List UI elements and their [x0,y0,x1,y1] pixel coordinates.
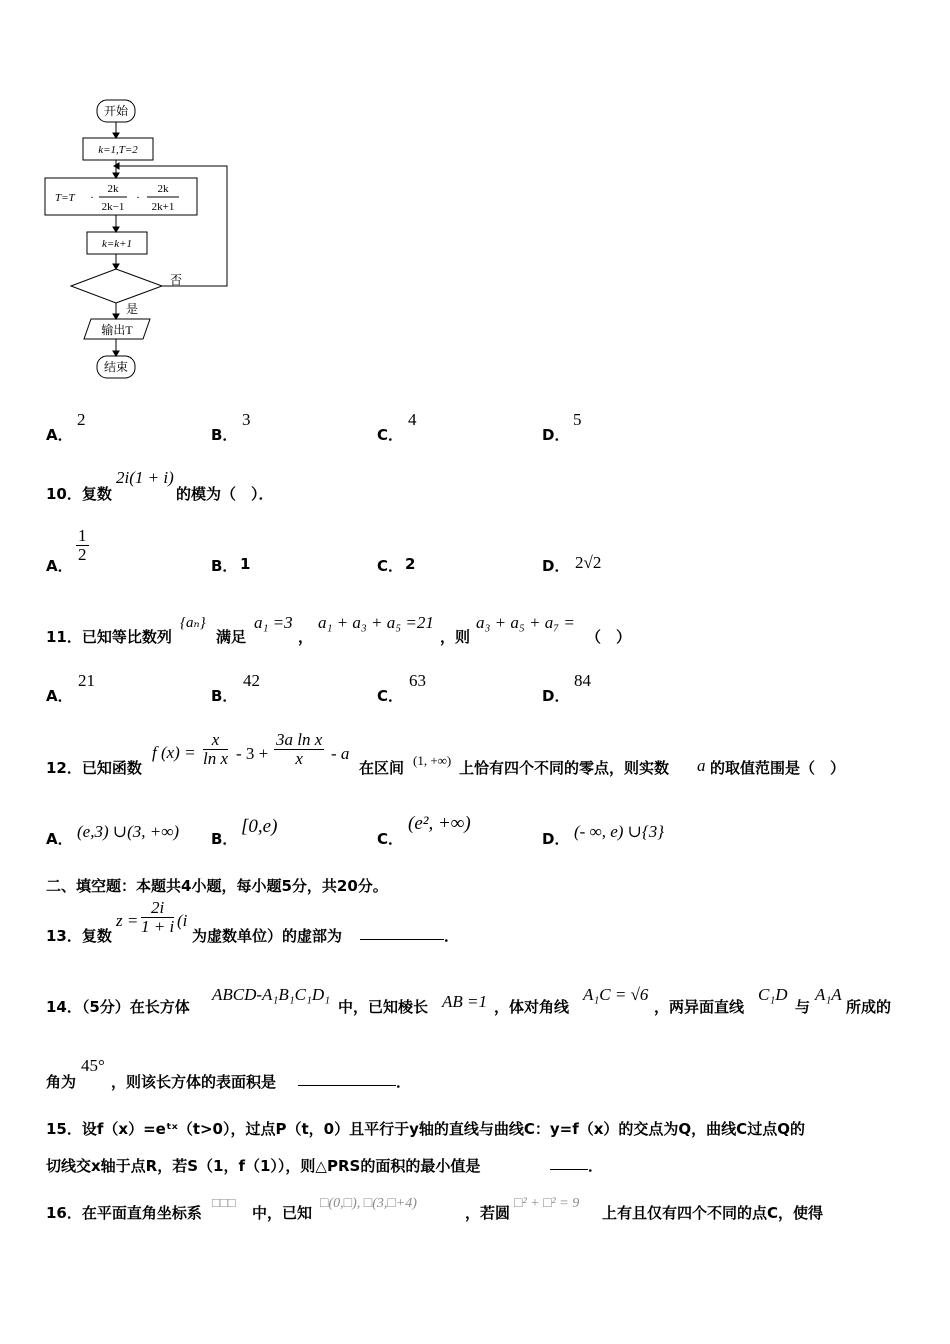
q10-suffix: 的模为（ ）． [176,485,274,503]
q16-t2: ，若圆 [465,1204,511,1222]
q14-t6: ，则该长方体的表面积是 [111,1073,277,1091]
q12-frac1 [203,731,228,768]
q14-line2: A₁A [815,985,842,1004]
q14-solid: ABCD-A₁B₁C₁D₁ [212,985,331,1004]
q11-option-a-value: 21 [78,671,95,690]
q11-comma: ， [298,628,314,646]
q14-diag: A₁C = √6 [583,985,649,1004]
q15-end: ． [588,1157,604,1175]
q12-option-c-label: C． [377,830,404,848]
q14-end: ． [396,1073,412,1091]
q10-prefix: 10．复数 [46,485,112,503]
q14-answer-blank[interactable] [298,1085,396,1086]
q13-text: 为虚数单位）的虚部为 [192,927,343,945]
q15-line1: 15．设f（x）=eᵗˣ（t>0），过点P（t，0）且平行于y轴的直线与曲线C：y=f（x）的交点为Q，曲线C过点Q的 [46,1120,805,1138]
q15-line2: 切线交x轴于点R，若S（1，f（1）），则△PRS的面积的最小值是 [46,1157,481,1175]
q13-z: z = [116,911,139,930]
end-label: 结束 [103,360,129,374]
update-lhs: T=T [55,192,75,204]
q12-frac2-den: x [295,749,303,768]
q11-option-a-label: A． [46,687,73,705]
q16-coord-sys: □□□ [212,1195,236,1210]
q10-option-c-label: C． [377,557,404,575]
q10-option-d-label: D． [542,557,570,575]
dot-1: · [90,190,94,204]
q14-t5: 所成的 [846,998,892,1016]
q14-t4: 与 [795,998,811,1016]
q10-option-d-value: 2√2 [575,553,602,572]
q13-paren: (i [177,911,188,930]
frac2-num: 2k [157,183,169,195]
no-label: 否 [170,273,183,287]
q12-option-c-value: (e², +∞) [408,813,471,834]
q10-option-a-fraction [76,527,89,564]
q11-option-c-label: C． [377,687,404,705]
q14-angle: 45° [81,1056,105,1075]
frac1-num: 2k [107,183,119,195]
q10-option-a-den: 2 [78,545,87,564]
q12-prefix: 12．已知函数 [46,759,142,777]
q9-option-b-label: B． [211,426,238,444]
q12-frac1-num: x [203,731,228,750]
frac1-den: 2k−1 [101,201,125,213]
decision-node [71,269,162,303]
frac2-den: 2k+1 [151,201,175,213]
q11-seq: {aₙ} [180,615,206,631]
q11-cond2: a₁ + a₃ + a₅ =21 [318,613,434,632]
q9-option-b-value: 3 [242,410,251,429]
q9-option-c-value: 4 [408,410,417,429]
q12-text1: 在区间 [359,759,405,777]
q9-option-a-value: 2 [77,410,86,429]
q13-fraction [141,899,174,936]
q14-ab: AB =1 [442,992,487,1011]
q12-option-b-label: B． [211,830,238,848]
q13-den: 1 + i [141,917,175,936]
q12-text2: 上恰有四个不同的零点，则实数 [459,759,670,777]
increment-label: k=k+1 [101,238,133,250]
q13-answer-blank[interactable] [360,939,444,940]
q12-var: a [697,756,706,775]
q16-t1: 中，已知 [252,1204,313,1222]
q11-option-b-label: B． [211,687,238,705]
q12-interval: (1, +∞) [413,753,452,768]
q11-target: a₃ + a₅ + a₇ = [476,613,575,632]
q16-points: □(0,□), □(3,□+4) [320,1196,417,1211]
q14-t1: 中，已知棱长 [338,998,429,1016]
q13-num: 2i [141,899,174,918]
q11-suffix: （ ） [586,628,632,646]
q14-line2-prefix: 角为 [46,1073,77,1091]
q10-expr: 2i(1 + i) [116,468,174,487]
q11-mid2: ，则 [440,628,471,646]
yes-label: 是 [126,302,139,316]
q12-option-a-label: A． [46,830,73,848]
q14-t2: ，体对角线 [494,998,570,1016]
q13-end: ． [444,927,460,945]
q11-option-b-value: 42 [243,671,260,690]
q14-prefix: 14．（5分）在长方体 [46,998,190,1016]
q11-option-c-value: 63 [409,671,426,690]
q12-frac2-num: 3a ln x [276,730,323,749]
q10-option-b-label: B． [211,557,238,575]
q9-option-a-label: A． [46,426,73,444]
q12-tail: - a [331,744,350,763]
q12-frac1-den: ln x [203,749,229,768]
output-label: 输出T [101,323,133,337]
q15-answer-blank[interactable] [550,1169,588,1170]
q12-fx: f (x) = [152,743,196,762]
q13-prefix: 13．复数 [46,927,112,945]
q9-option-d-label: D． [542,426,570,444]
q14-line1: C₁D [758,985,788,1004]
start-label: 开始 [103,104,129,118]
q9-option-d-value: 5 [573,410,582,429]
q12-frac2 [274,731,324,768]
q11-option-d-label: D． [542,687,570,705]
init-label: k=1,T=2 [98,144,138,156]
q12-mid: - 3 + [236,744,269,763]
q10-option-b-value: 1 [240,555,251,573]
q12-option-d-value: (- ∞, e) ∪{3} [574,822,664,841]
q16-circle: □² + □² = 9 [514,1196,580,1211]
q12-option-a-value: (e,3) ∪(3, +∞) [77,822,180,841]
flowchart [40,95,240,385]
q16-t3: 上有且仅有四个不同的点C，使得 [602,1204,824,1222]
q12-option-b-value: [0,e) [241,816,278,837]
q11-cond1: a₁ =3 [254,613,293,632]
q10-option-c-value: 2 [405,555,416,573]
q16-prefix: 16．在平面直角坐标系 [46,1204,202,1222]
q12-text3: 的取值范围是（ ） [710,759,846,777]
q11-option-d-value: 84 [574,671,591,690]
q11-prefix: 11．已知等比数列 [46,628,172,646]
q10-option-a-label: A． [46,557,73,575]
q14-t3: ，两异面直线 [654,998,745,1016]
section-2-heading: 二、填空题：本题共4小题，每小题5分，共20分。 [46,877,388,895]
q10-option-a-num: 1 [78,526,87,545]
dot-2: · [136,190,140,204]
q11-mid1: 满足 [216,628,247,646]
q12-option-d-label: D． [542,830,570,848]
q9-option-c-label: C． [377,426,404,444]
